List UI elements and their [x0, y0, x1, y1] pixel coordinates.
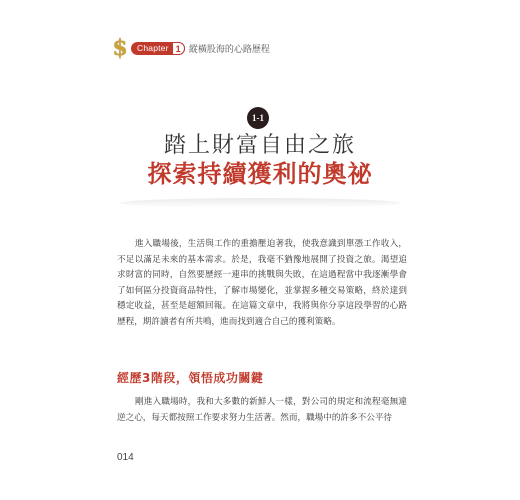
chapter-title: 縱橫股海的心路歷程	[188, 44, 270, 55]
dollar-sign-icon: $	[112, 35, 128, 61]
body-paragraph-2: 剛進入職場時，我和大多數的新鮮人一樣，對公司的規定和流程毫無違逆之心，每天都按照工作要求努力生活著。然而，職場中的許多不公平待	[117, 397, 407, 423]
running-header	[112, 37, 270, 59]
body-paragraph-1: 進入職場後，生活與工作的重擔壓迫著我，使我意識到單憑工作收入，不足以滿足未來的基本需求。於是，我毫不猶豫地展開了投資之旅。渴望追求財富的同時，自然要歷經一連串的挑戰與失敗，在這過程當中我逐漸學會了如何區分投資商品特性，了解市場變化，並掌握多種交易策略，終於達到穩定收益，甚至是超額回報。在這篇文章中，我將與你分享這段學習的心路歷程，期許讀者有所共鳴，進而找到適合自己的獲利策略。	[117, 239, 407, 327]
chapter-label: Chapter	[137, 43, 169, 53]
section-title-line2: 探索持續獲利的奧祕	[147, 160, 373, 188]
page-number: 014	[117, 452, 134, 463]
section-number-badge: 1-1	[247, 107, 269, 129]
chapter-pill	[131, 42, 185, 55]
subheading: 經歷3階段，領悟成功關鍵	[117, 371, 264, 385]
chapter-number: 1	[172, 42, 185, 55]
title-divider	[120, 198, 400, 208]
section-title-line1: 踏上財富自由之旅	[163, 133, 356, 158]
